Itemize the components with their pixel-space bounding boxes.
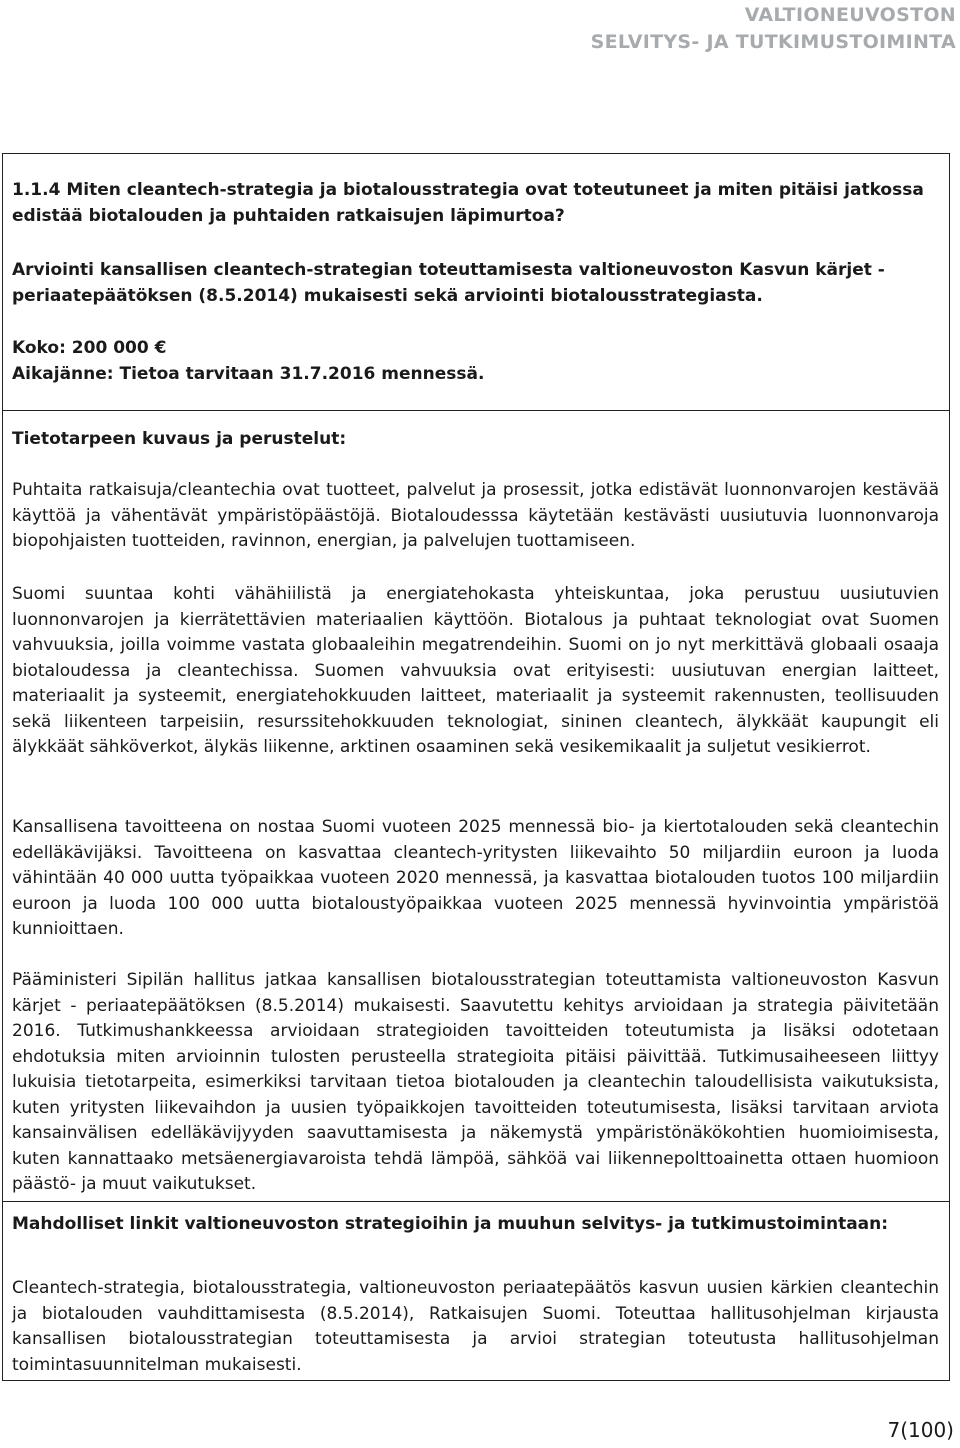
needs-paragraph-4: Pääministeri Sipilän hallitus jatkaa kansallisen biotalousstrategian toteuttamista valtioneuvoston Kasvun kärjet - periaatepäätöksen (8.5.2014) mukaisesti. Saavutettu kehitys arvioidaan ja strategia päivitetään 2016. Tutkimushankkeessa arvioidaan strategioiden tavoitteiden toteutumista ja lisäksi odotetaan ehdotuksia miten arvioinnin tulosten perusteella strategioita pitäisi päivittää. Tutkimusaiheeseen liittyy lukuisia tietotarpeita, esimerkiksi tarvitaan tietoa biotalouden ja cleantechin taloudellisista vaikutuksista, kuten yritysten liikevaihdon ja uusien työpaikkojen tavoitteiden toteutumisesta, lisäksi tarvitaan arviota kansainvälisen edelläkävijyyden saavuttamisesta ja näkemystä ympäristönäkökohtien huomioimisesta, kuten kannattaako metsäenergiavaroista tehdä lämpöä, sähköä vai liikennepolttoainetta ottaen huomioon päästö- ja muut vaikutukset. bbox=[12, 970, 939, 1194]
header-line-2: SELVITYS- JA TUTKIMUSTOIMINTA bbox=[590, 31, 956, 53]
header-line-1: VALTIONEUVOSTON bbox=[744, 4, 956, 26]
needs-paragraph-3: Kansallisena tavoitteena on nostaa Suomi vuoteen 2025 mennessä bio- ja kiertotalouden sekä cleantechin edelläkävijäksi. Tavoitteena on kasvattaa cleantech-yritysten liikevaihto 50 miljardiin euroon ja luoda vähintään 40 000 uutta työpaikkaa vuoteen 2020 mennessä, ja kasvattaa biotalouden tuotos 100 miljardiin euroon ja luoda 100 000 uutta biotaloustyöpaikkaa vuoteen 2025 mennessä hyvinvointia ympäristöä kunnioittaen. bbox=[12, 817, 939, 939]
section-subtitle: Arviointi kansallisen cleantech-strategian toteuttamisesta valtioneuvoston Kasvun kärjet -periaatepäätöksen (8.5.2014) mukaisesti sekä arviointi biotalousstrategiasta. bbox=[12, 260, 885, 306]
section-title: 1.1.4 Miten cleantech-strategia ja biotalousstrategia ovat toteutuneet ja miten pitäisi jatkossa edistää biotalouden ja puhtaiden ratkaisujen läpimurtoa? bbox=[12, 180, 924, 226]
ministry-header bbox=[591, 2, 956, 56]
needs-paragraph-2: Suomi suuntaa kohti vähähiilistä ja energiatehokasta yhteiskuntaa, joka perustuu uusiutuvien luonnonvarojen ja kierrätettävien materiaalien käyttöön. Biotalous ja puhtaat teknologiat ovat Suomen vahvuuksia, joilla voimme vastata globaaleihin megatrendeihin. Suomi on jo nyt merkittävä globaali osaaja biotaloudessa ja cleantechissa. Suomen vahvuuksia ovat erityisesti: uusiutuvan energian laitteet, materiaalit ja systeemit, energiatehokkuuden laitteet, materiaalit ja systeemit rakennusten, teollisuuden sekä liikenteen tarpeisiin, resurssitehokkuuden teknologiat, sininen cleantech, älykkäät kaupungit eli älykkäät sähköverkot, älykäs liikenne, arktinen osaaminen sekä vesikemikaalit ja suljetut vesikierrot. bbox=[12, 584, 939, 757]
page-number: 7(100) bbox=[887, 1418, 954, 1442]
needs-heading: Tietotarpeen kuvaus ja perustelut: bbox=[12, 429, 347, 449]
needs-paragraph-1: Puhtaita ratkaisuja/cleantechia ovat tuotteet, palvelut ja prosessit, jotka edistävät luonnonvarojen kestävää käyttöä ja vähentävät ympäristöpäästöjä. Biotaloudesssa käytetään kestävästi uusiutuvia luonnonvaroja biopohjaisten tuotteiden, ravinnon, energian, ja palvelujen tuottamiseen. bbox=[12, 480, 939, 551]
timeline-line: Aikajänne: Tietoa tarvitaan 31.7.2016 mennessä. bbox=[12, 364, 485, 384]
links-text: Cleantech-strategia, biotalousstrategia, valtioneuvoston periaatepäätös kasvun uusien kärkien cleantechin ja biotalouden vauhdittamisesta (8.5.2014), Ratkaisujen Suomi. Toteuttaa hallitusohjelman kirjausta kansallisen biotalousstrategian toteuttamisesta ja arvioi strategian toteutusta hallitusohjelman toimintasuunnitelman mukaisesti. bbox=[12, 1278, 939, 1375]
links-heading: Mahdolliset linkit valtioneuvoston strategioihin ja muuhun selvitys- ja tutkimustoimintaan: bbox=[12, 1214, 889, 1234]
budget-line: Koko: 200 000 € bbox=[12, 338, 167, 358]
